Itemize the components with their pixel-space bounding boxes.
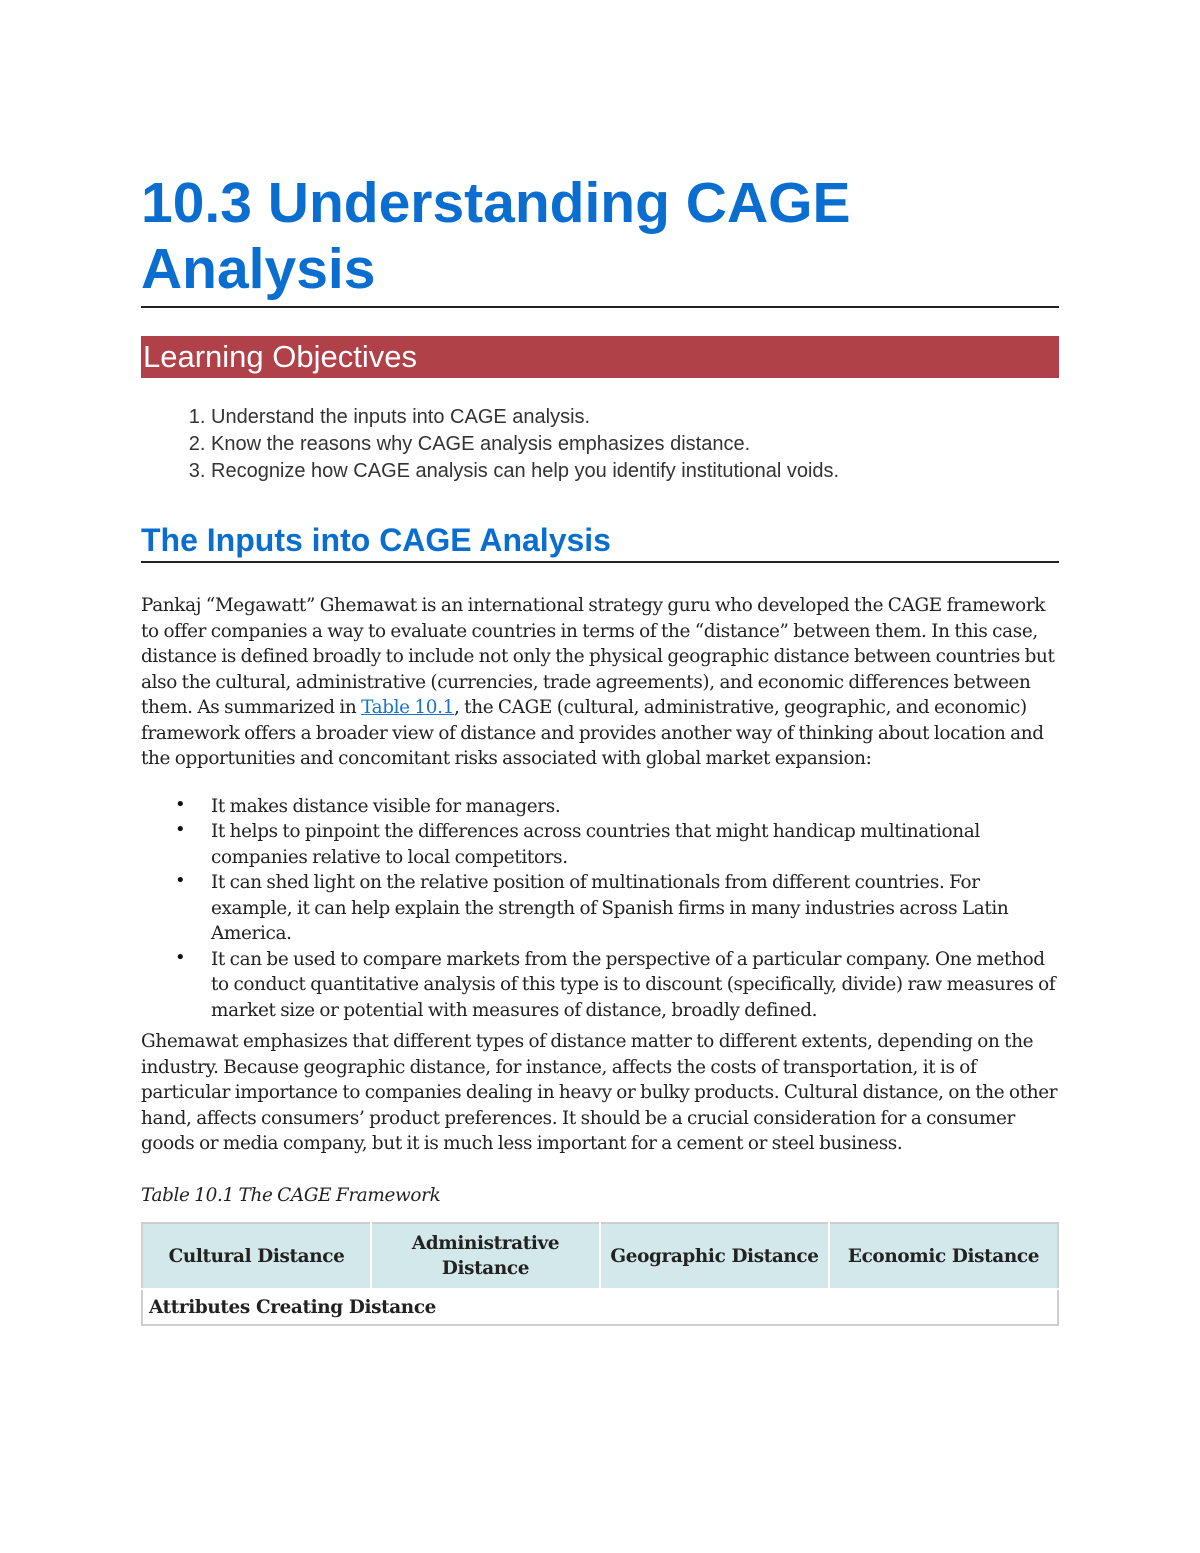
bullet-icon: • <box>175 870 186 891</box>
industry-paragraph: Ghemawat emphasizes that different types of distance matter to different extents, depending on the industry. Because geographic distance, for instance, affects the costs of transportation, it is of particular importance to companies dealing in heavy or bulky products. Cultural distance, on the other hand, affects consumers’ product preferences. It should be a crucial consideration for a consumer goods or media company, but it is much less important for a cement or steel business. <box>141 1031 1058 1154</box>
bullet-icon: • <box>175 946 186 968</box>
bullet-icon: • <box>175 793 186 815</box>
bullet-item: • It can shed light on the relative position of multinationals from different countries. For example, it can help explain the strength of Spanish firms in many industries across Latin America. <box>175 870 1009 944</box>
column-header: Geographic Distance <box>600 1223 829 1289</box>
intro-paragraph <box>141 593 1059 772</box>
bullet-icon: • <box>175 819 186 840</box>
objective-item: 2. Know the reasons why CAGE analysis emphasizes distance. <box>211 431 1059 458</box>
cage-framework-table <box>141 1222 1059 1326</box>
table-header-row <box>142 1223 1058 1289</box>
intro-text-part-1: Pankaj “Megawatt” Ghemawat is an international strategy guru who developed the CAGE framework to offer companies a way to evaluate countries in terms of the “distance” between them. In this case, distance is defined broadly to include not only the physical geographic distance between countries but also the cultural, administrative (currencies, trade agreements), and economic differences between them. As summarized in <box>141 595 1055 718</box>
table-caption: Table 10.1 The CAGE Framework <box>141 1184 441 1206</box>
objectives-list <box>141 404 1059 485</box>
table-row <box>142 1289 1058 1325</box>
bullet-item: • It can be used to compare markets from the perspective of a particular company. One method to conduct quantitative analysis of this type is to discount (specifically, divide) raw measures of market size or potential with measures of distance, broadly defined. <box>175 946 1056 1021</box>
page-title: 10.3 Understanding CAGE Analysis <box>141 170 1059 308</box>
section-heading: The Inputs into CAGE Analysis <box>141 521 1059 563</box>
bullet-item: • It makes distance visible for managers. <box>175 793 561 817</box>
objective-item: 3. Recognize how CAGE analysis can help you identify institutional voids. <box>211 458 1059 485</box>
table-10-1-link[interactable]: Table 10.1 <box>361 697 454 718</box>
column-header: Administrative Distance <box>371 1223 600 1289</box>
column-header: Economic Distance <box>829 1223 1058 1289</box>
table-subheader: Attributes Creating Distance <box>142 1289 1058 1325</box>
intro-text-part-2: , the CAGE (cultural, administrative, geographic, and economic) framework offers a broader view of distance and provides another way of thinking about location and the opportunities and concomitant risks associated with global market expansion: <box>141 697 1044 769</box>
learning-objectives-banner: Learning Objectives <box>141 336 1059 378</box>
objective-item: 1. Understand the inputs into CAGE analysis. <box>211 404 1059 431</box>
bullet-item: • It helps to pinpoint the differences across countries that might handicap multinational companies relative to local competitors. <box>175 819 980 868</box>
document-page <box>141 170 1059 1326</box>
benefits-bullet-list <box>141 794 1059 1024</box>
column-header: Cultural Distance <box>142 1223 371 1289</box>
